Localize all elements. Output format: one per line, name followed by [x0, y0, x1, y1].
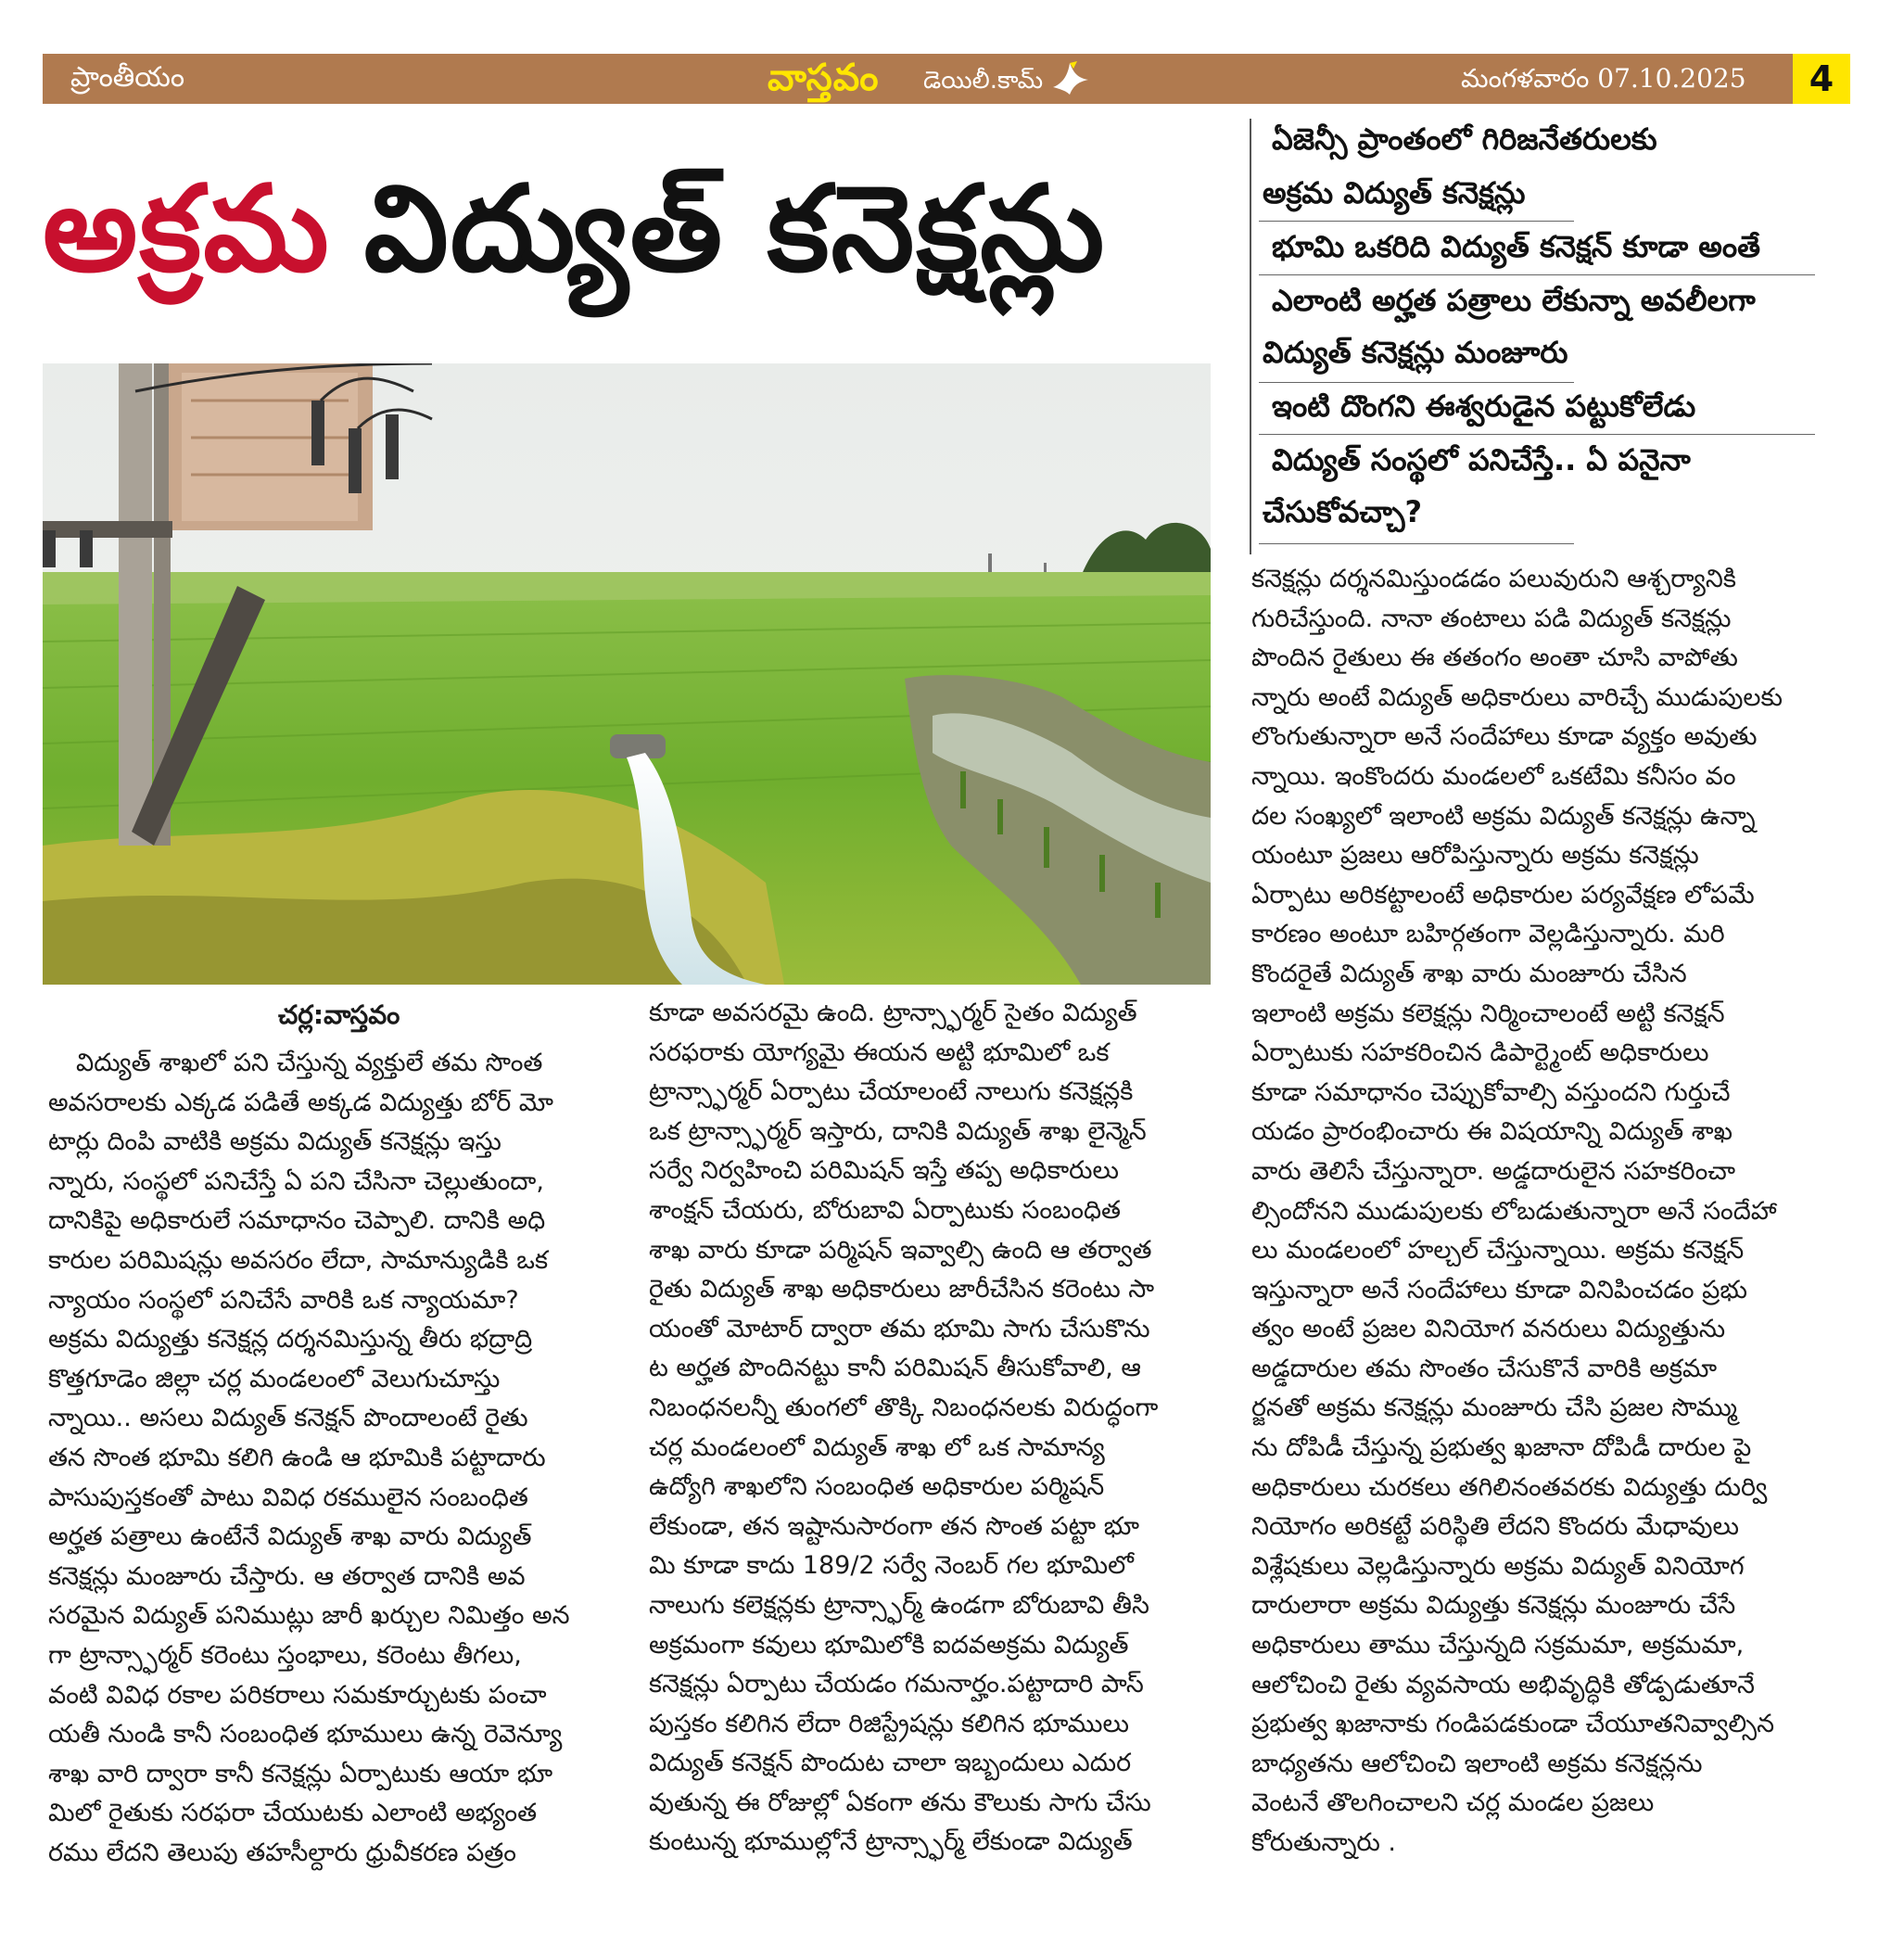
field-transformer-illustration: [43, 363, 1211, 985]
article-line: వెంటనే తొలగించాలని చర్ల మండల ప్రజలు: [1251, 1788, 1655, 1818]
article-line: న్యాయం సంస్థలో పనిచేసే వారికి ఒక న్యాయమా?: [48, 1285, 519, 1315]
article-line: కారణం అంటూ బహిర్గతంగా వెల్లడిస్తున్నారు. మరి: [1251, 920, 1725, 949]
article-line: యంటూ ప్రజలు ఆరోపిస్తున్నారు అక్రమ కనెక్షన్లు: [1251, 841, 1699, 871]
highlight-item: ఇంటి దొంగని ఈశ్వరుడైన పట్టుకోలేడు: [1272, 388, 1696, 424]
article-line: కారుల పరిమిషన్లు అవసరం లేదా, సామాన్యుడికి ఒక: [48, 1245, 549, 1275]
bird-icon: [1049, 59, 1092, 98]
article-line: అడ్డదారుల తమ సొంతం చేసుకొనే వారికి అక్రమా: [1251, 1354, 1718, 1383]
article-line: ఆలోచించి రైతు వ్యవసాయ అభివృద్ధికి తోడ్పడుతూనే: [1251, 1670, 1755, 1699]
article-line: ఏర్పాటుకు సహకరించిన డిపార్ట్మెంట్ అధికారులు: [1251, 1038, 1709, 1068]
article-line: అక్రమంగా కవులు భూమిలోకి ఐదవఅక్రమ విద్యుత్: [649, 1630, 1129, 1660]
article-line: ల్సిందోనని ముడుపులకు లోబడుతున్నారా అనే సందేహా: [1251, 1196, 1777, 1226]
article-line: గా ట్రాన్స్ఫార్మర్ కరెంటు స్తంభాలు, కరెంటు తీగలు,: [48, 1640, 522, 1670]
headline-red-part: అక్రమ: [43, 160, 331, 299]
article-line: అధికారులు తాము చేస్తున్నది సక్రమమా, అక్రమమా,: [1251, 1631, 1745, 1660]
article-line: నిబంధనలన్నీ తుంగలో తొక్కి నిబంధనలకు విరుద్ధంగా: [649, 1393, 1159, 1422]
article-line: మి కూడా కాదు 189/2 సర్వే నెంబర్ గల భూమిలో: [649, 1551, 1134, 1581]
highlight-separator: [1259, 382, 1574, 383]
byline: చర్ల:వాస్తవం: [278, 999, 400, 1030]
article-line: ట అర్హత పొందినట్టు కానీ పరిమిషన్ తీసుకోవాలి, ఆ: [649, 1354, 1141, 1383]
article-line: దానికిపై అధికారులే సమాధానం చెప్పాలి. దానికి అధి: [48, 1206, 546, 1236]
article-line: కనెక్షన్లు ఏర్పాటు చేయడం గమనార్హం.పట్టాదారి పాస్: [649, 1670, 1144, 1699]
highlight-separator: [1259, 434, 1815, 435]
article-line: తన సొంత భూమి కలిగి ఉండి ఆ భూమికి పట్టాదారు: [48, 1443, 546, 1472]
article-line: దారులారా అక్రమ విద్యుత్తు కనెక్షన్లు మంజూరు చేసే: [1251, 1591, 1736, 1621]
article-line: శాఖ వారి ద్వారా కానీ కనెక్షన్లు ఏర్పాటుకు ఆయా భూ: [48, 1759, 553, 1788]
article-line: గురిచేస్తుంది. నానా తంటాలు పడి విద్యుత్ కనెక్షన్లు: [1251, 604, 1732, 633]
article-line: సరఫరాకు యోగ్యమై ఈయన అట్టి భూమిలో ఒక: [649, 1037, 1110, 1067]
article-line: వుతున్న ఈ రోజుల్లో ఏకంగా తను కౌలుకు సాగు చేసు: [649, 1788, 1151, 1817]
headline-black-part: విద్యుత్ కనెక్షన్లు: [363, 160, 1107, 299]
masthead: [43, 54, 1850, 104]
article-line: అర్హత పత్రాలు ఉంటేనే విద్యుత్ శాఖ వారు విద్యుత్: [48, 1522, 532, 1552]
article-line: విద్యుత్ కనెక్షన్ పొందుట చాలా ఇబ్బందులు ఎదుర: [649, 1749, 1132, 1778]
article-line: అధికారులు చురకలు తగిలినంతవరకు విద్యుత్తు దుర్వి: [1251, 1472, 1768, 1502]
article-line: ఏర్పాటు అరికట్టాలంటే అధికారుల పర్యవేక్షణ లోపమే: [1251, 880, 1755, 910]
article-line: త్వం అంటే ప్రజల వినియోగ వనరులు విద్యుత్తును: [1251, 1315, 1726, 1344]
article-line: టార్లు దింపి వాటికి అక్రమ విద్యుత్ కనెక్షన్లు ఇస్తు: [48, 1127, 501, 1157]
article-line: ర్జనతో అక్రమ కనెక్షన్లు మంజూరు చేసి ప్రజల సొమ్ము: [1251, 1393, 1738, 1423]
article-line: అక్రమ విద్యుత్తు కనెక్షన్ల దర్శనమిస్తున్న తీరు భద్రాద్రి: [48, 1325, 533, 1355]
news-photo: [43, 363, 1211, 985]
highlight-item: ఎలాంటి అర్హత పత్రాలు లేకున్నా అవలీలగా: [1272, 283, 1756, 318]
article-line: కనెక్షన్లు దర్శనమిస్తుండడం పలువురుని ఆశ్చర్యానికి: [1251, 565, 1736, 593]
highlight-item: ఏజెన్సీ ప్రాంతంలో గిరిజనేతరులకు: [1272, 121, 1657, 157]
article-line: న్నారు అంటే విద్యుత్ అధికారులు వారిచ్చే ముడుపులకు: [1251, 682, 1783, 712]
article-line: శాఖ వారు కూడా పర్మిషన్ ఇవ్వాల్సి ఉంది ఆ తర్వాత: [649, 1235, 1152, 1265]
article-line: యంతో మోటార్ ద్వారా తమ భూమి సాగు చేసుకొను: [649, 1314, 1150, 1343]
article-line: ఇలాంటి అక్రమ కలెక్షన్లు నిర్మించాలంటే అట్టి కనెక్షన్: [1251, 999, 1725, 1028]
highlights-box: [1250, 119, 1824, 554]
article-line: సర్వే నిర్వహించి పరిమిషన్ ఇస్తే తప్ప అధికారులు: [649, 1156, 1119, 1186]
highlight-separator: [1259, 221, 1574, 222]
highlight-item: చేసుకోవచ్చా?: [1263, 494, 1423, 529]
article-column-middle: [649, 994, 1233, 1863]
paper-name: వాస్తవం: [768, 56, 880, 99]
highlight-item: అక్రమ విద్యుత్ కనెక్షన్లు: [1263, 175, 1526, 210]
article-line: ప్రభుత్వ ఖజానాకు గండిపడకుండా చేయూతనివ్వాల్సిన: [1251, 1710, 1775, 1739]
article-line: యడం ప్రారంభించారు ఈ విషయాన్ని విద్యుత్ శాఖ: [1251, 1117, 1733, 1147]
highlight-item: విద్యుత్ సంస్థలో పనిచేస్తే.. ఏ పనైనా: [1272, 442, 1691, 477]
article-line: వారు తెలిసే చేస్తున్నారా. అడ్డదారులైన సహకరించా: [1251, 1156, 1736, 1186]
article-line: న్నాయి. ఇంకొందరు మండలలో ఒకటేమి కనీసం వం: [1251, 761, 1736, 791]
article-line: లొంగుతున్నారా అనే సందేహాలు కూడా వ్యక్తం అవుతు: [1251, 722, 1758, 752]
article-line: రైతు విద్యుత్ శాఖ అధికారులు జారీచేసిన కరెంటు సా: [649, 1275, 1155, 1304]
article-line: అవసరాలకు ఎక్కడ పడితే అక్కడ విద్యుత్తు బోర్ మో: [48, 1088, 554, 1117]
article-line: ఇస్తున్నారా అనే సందేహాలు కూడా వినిపించడం ప్రభు: [1251, 1275, 1747, 1304]
section-name: ప్రాంతీయం: [70, 61, 185, 94]
article-line: కొందరైతే విద్యుత్ శాఖ వారు మంజూరు చేసిన: [1251, 959, 1687, 988]
highlight-item: భూమి ఒకరిది విద్యుత్ కనెక్షన్ కూడా అంతే: [1272, 229, 1761, 264]
paper-domain: డెయిలీ.కామ్: [923, 67, 1044, 95]
article-line: ఉద్యోగి శాఖలోని సంబంధిత అధికారుల పర్మిషన్: [649, 1472, 1105, 1502]
article-line: నాలుగు కలెక్షన్లకు ట్రాన్స్ఫార్మ్ ఉండగా బోరుబావి తీసి: [649, 1590, 1149, 1620]
article-line: యతీ నుండి కానీ సంబంధిత భూములు ఉన్న రెవెన్యూ: [48, 1720, 563, 1750]
article-line: న్నాయి.. అసలు విద్యుత్ కనెక్షన్ పొందాలంటే రైతు: [48, 1404, 528, 1433]
article-line: లేకుండా, తన ఇష్టానుసారంగా తన సొంత పట్టా భూ: [649, 1511, 1139, 1541]
page-number: 4: [1793, 54, 1850, 104]
article-line: కనెక్షన్లు మంజూరు చేస్తారు. ఆ తర్వాత దానికి అవ: [48, 1561, 526, 1591]
highlight-item: విద్యుత్ కనెక్షన్లు మంజూరు: [1263, 335, 1568, 370]
article-line: కూడా సమాధానం చెప్పుకోవాల్సి వస్తుందని గుర్తుచే: [1251, 1077, 1731, 1107]
article-line: కుంటున్న భూముల్లోనే ట్రాన్స్ఫార్మ్ లేకుండా విద్యుత్: [649, 1827, 1133, 1857]
highlights-divider: [1250, 119, 1251, 554]
highlight-separator: [1259, 274, 1815, 275]
article-line: న్నారు, సంస్థలో పనిచేస్తే ఏ పని చేసినా చెల్లుతుందా,: [48, 1166, 544, 1196]
article-line: బాధ్యతను ఆలోచించి ఇలాంటి అక్రమ కనెక్షన్లను: [1251, 1749, 1703, 1778]
article-line: ఒక ట్రాన్స్ఫార్మర్ ఇస్తారు, దానికి విద్యుత్ శాఖ లైన్మెన్: [649, 1116, 1147, 1146]
article-line: కూడా అవసరమై ఉంది. ట్రాన్స్ఫార్మర్ సైతం విద్యుత్: [649, 999, 1137, 1027]
date-line: మంగళవారం 07.10.2025: [1461, 63, 1746, 94]
article-line: లు మండలంలో హల్చల్ చేస్తున్నాయి. అక్రమ కనెక్షన్: [1251, 1236, 1745, 1266]
highlight-separator: [1259, 543, 1574, 544]
article-line: రము లేదని తెలుపు తహసీల్దారు ధ్రువీకరణ పత్రం: [48, 1838, 516, 1867]
article-line: పుస్తకం కలిగిన లేదా రిజిస్ట్రేషన్లు కలిగిన భూములు: [649, 1709, 1130, 1738]
article-line: చర్ల మండలంలో విద్యుత్ శాఖ లో ఒక సామాన్య: [649, 1432, 1105, 1462]
article-line: సరమైన విద్యుత్ పనిముట్లు జారీ ఖర్చుల నిమిత్తం అన: [48, 1601, 570, 1631]
article-line: విద్యుత్ శాఖలో పని చేస్తున్న వ్యక్తులే తమ సొంత: [76, 1049, 543, 1077]
headline: [43, 156, 1106, 304]
article-line: ను దోపిడీ చేస్తున్న ప్రభుత్వ ఖజానా దోపిడీ దారుల పై: [1251, 1433, 1752, 1463]
article-line: పొందిన రైతులు ఈ తతంగం అంతా చూసి వాపోతు: [1251, 643, 1738, 673]
article-column-left: [48, 1044, 621, 1873]
article-line: కోరుతున్నారు .: [1251, 1828, 1396, 1857]
article-line: దల సంఖ్యలో ఇలాంటి అక్రమ విద్యుత్ కనెక్షన్లు ఉన్నా: [1251, 801, 1756, 831]
article-line: విశ్లేషకులు వెల్లడిస్తున్నారు అక్రమ విద్యుత్ వినియోగ: [1251, 1551, 1745, 1581]
article-line: ట్రాన్స్ఫార్మర్ ఏర్పాటు చేయాలంటే నాలుగు కనెక్షన్లకి: [649, 1077, 1134, 1107]
article-column-right: [1251, 560, 1826, 1864]
article-line: శాంక్షన్ చేయరు, బోరుబావి ఏర్పాటుకు సంబంధిత: [649, 1195, 1122, 1225]
article-line: కొత్తగూడెం జిల్లా చర్ల మండలంలో వెలుగుచూస్తు: [48, 1364, 501, 1393]
article-line: పాసుపుస్తకంతో పాటు వివిధ రకములైన సంబంధిత: [48, 1482, 528, 1512]
article-line: వంటి వివిధ రకాల పరికరాలు సమకూర్చుటకు పంచా: [48, 1680, 547, 1710]
article-line: నియోగం అరికట్టే పరిస్థితి లేదని కొందరు మేధావులు: [1251, 1512, 1740, 1542]
article-line: మిలో రైతుకు సరఫరా చేయుటకు ఎలాంటి అభ్యంత: [48, 1799, 538, 1828]
